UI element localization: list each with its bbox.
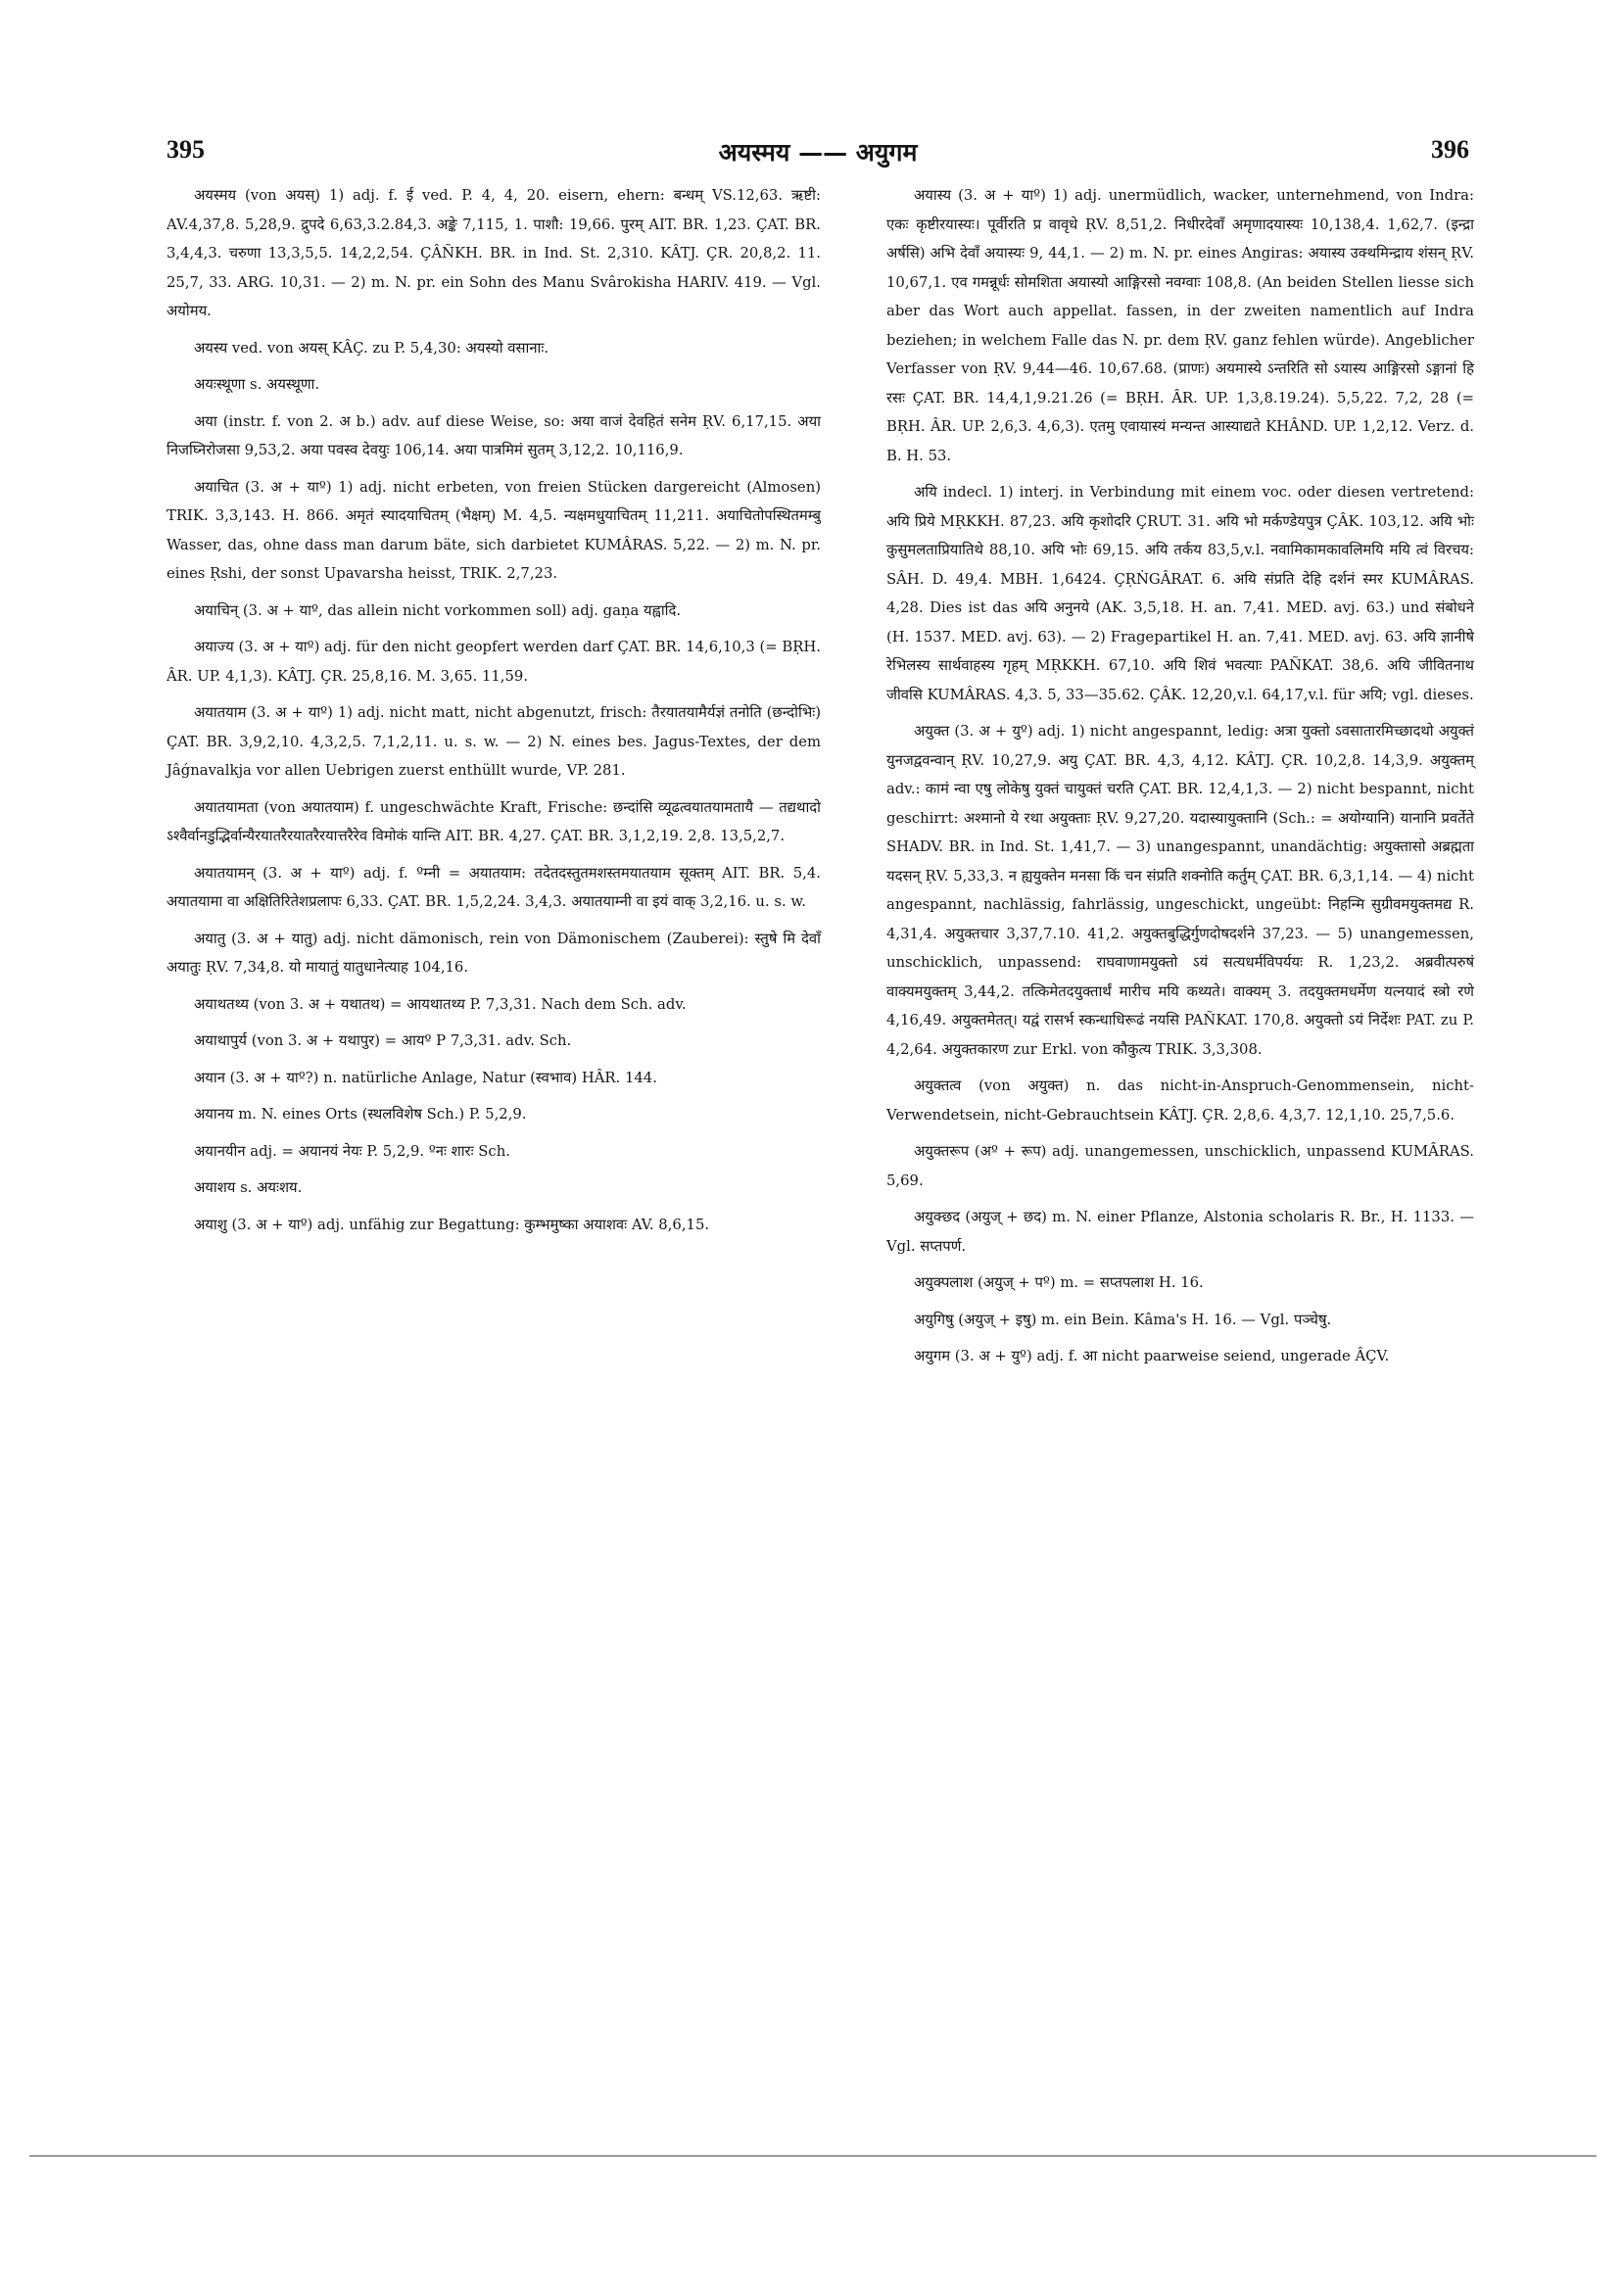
dictionary-entry: अयानय m. N. eines Orts (स्थलविशेष Sch.) P. 5,2,9. <box>194 1106 527 1123</box>
dictionary-entry: अयाज्य (3. अ + याº) adj. für den nicht geopfert werden darf ÇAT. BR. 14,6,10,3 (= BṚH. ÂR. UP. 4,1,3). KÂTJ. ÇR. 25,8,16. M. 3,65. 11,59. <box>167 639 821 685</box>
page-header <box>167 135 1469 174</box>
dictionary-entry: अयुक्छद (अयुज् + छद) m. N. einer Pflanze, Alstonia scholaris R. Br., H. 1133. — Vgl. सप्तपर्ण. <box>886 1209 1474 1255</box>
dictionary-entry: अयःस्थूणा s. अयस्थूणा. <box>194 376 320 393</box>
dictionary-entry: अयाशय s. अयःशय. <box>194 1179 303 1196</box>
page-number-left: 395 <box>167 135 205 164</box>
dictionary-entry: अयि indecl. 1) interj. in Verbindung mit einem voc. oder diesen vertretend: अयि प्रिये MṚKKH. 87,23. अयि कृशोदरि ÇRUT. 31. अयि भो मर्कण्डेयपुत्र ÇÂK. 103,12. अयि भोः कुसुमलताप्रियातिथे 88,10. अयि भोः 69,15. अयि तर्कय 83,5,v.l. नवामिकामकावलिमयि मयि त्वं विरचय: SÂH. D. 49,4. MBH. 1,6424. ÇṚṄGÂRAT. 6. अयि संप्रति देहि दर्शनं स्मर KUMÂRAS. 4,28. Dies ist das अयि अनुनये (AK. 3,5,18. H. an. 7,41. MED. avj. 63.) und संबोधने (H. 1537. MED. avj. 63). — 2) Fragepartikel H. an. 7,41. MED. avj. 63. अयि ज्ञानीषे रेभिलस्य सार्थवाहस्य गृहम् MṚKKH. 67,10. अयि शिवं भवत्याः PAÑKAT. 38,6. अयि जीवितनाथ जीवसि KUMÂRAS. 4,3. 5, 33—35.62. ÇÂK. 12,20,v.l. 64,17,v.l. für अयि; vgl. dieses. <box>886 484 1474 703</box>
dictionary-entry: अयाचित (3. अ + याº) 1) adj. nicht erbeten, von freien Stücken dargereicht (Almosen) TRIK. 3,3,143. H. 866. अमृतं स्यादयाचितम् (भैक्षम्) M. 4,5. न्यक्षमधुयाचितम् 11,211. अयाचितोपस्थितमम्बु Wasser, das, ohne dass man darum bäte, sich darbietet KUMÂRAS. 5,22. — 2) m. N. pr. eines Ṛshi, der sonst Upavarsha heisst, TRIK. 2,7,23. <box>167 478 821 582</box>
dictionary-entry: अयास्य (3. अ + याº) 1) adj. unermüdlich, wacker, unternehmend, von Indra: एकः कृष्टीरयास्यः। पूर्वीरति प्र वावृधे ṚV. 8,51,2. निधीरदेवाँ अमृणादयास्यः 10,138,4. 1,62,7. (इन्द्रा अर्षसि) अभि देवाँ अयास्यः 9, 44,1. — 2) m. N. pr. eines Angiras: अयास्य उक्थमिन्द्राय शंसन् ṚV. 10,67,1. एव गमन्नूर्धः सोमशिता अयास्यो आङ्गिरसो नवग्वाः 108,8. (An beiden Stellen liesse sich aber das Wort auch appellat. fassen, in der zweiten namentlich auf Indra beziehen; in welchem Falle das N. pr. dem ṚV. ganz fehlen würde). Angeblicher Verfasser von ṚV. 9,44—46. 10,67.68. (प्राणः) अयमास्ये ऽन्तरिति सो ऽयास्य आङ्गिरसो ऽङ्गानां हि रसः ÇAT. BR. 14,4,1,9.21.26 (= BṚH. ÂR. UP. 1,3,8.19.24). 5,5,22. 7,2, 28 (= BṚH. ÂR. UP. 2,6,3. 4,6,3). एतमु एवायास्यं मन्यन्त आस्याद्यते KHÂND. UP. 1,2,12. Verz. d. B. H. 53. <box>886 187 1474 464</box>
dictionary-entry: अयानयीन adj. = अयानयं नेयः P. 5,2,9. ºनः शारः Sch. <box>194 1142 510 1160</box>
page-number-right: 396 <box>1431 135 1469 164</box>
dictionary-entry: अयुक्तत्व (von अयुक्त) n. das nicht-in-Anspruch-Genommensein, nicht-Verwendetsein, nicht-Gebrauchtsein KÂTJ. ÇR. 2,8,6. 4,3,7. 12,1,10. 25,7,5.6. <box>886 1077 1474 1124</box>
dictionary-entry: अयुगिषु (अयुज् + इषु) m. ein Bein. Kâma's H. 16. — Vgl. पञ्चेषु. <box>914 1311 1332 1328</box>
dictionary-entry: अयाचिन् (3. अ + याº, das allein nicht vorkommen soll) adj. gaṇa यह्वादि. <box>194 601 682 619</box>
dictionary-entry: अयुक्तरूप (अº + रूप) adj. unangemessen, unschicklich, unpassend KUMÂRAS. 5,69. <box>886 1143 1474 1189</box>
left-column <box>167 181 821 1247</box>
dictionary-entry: अयातयामता (von अयातयाम) f. ungeschwächte Kraft, Frische: छन्दांसि व्यूढत्वयातयामतायै — तद्यथादो ऽश्वैर्वानडुद्भिर्वान्यैरयातरैरयातरैरयात्तरैरेव विमोकं यान्ति AIT. BR. 4,27. ÇAT. BR. 3,1,2,19. 2,8. 13,5,2,7. <box>167 798 821 844</box>
right-column <box>886 181 1474 1379</box>
dictionary-entry: अयान (3. अ + याº?) n. natürliche Anlage, Natur (स्वभाव) HÂR. 144. <box>194 1069 657 1086</box>
dictionary-entry: अयस्य ved. von अयस् KÂÇ. zu P. 5,4,30: अयस्यो वसानाः. <box>194 339 549 357</box>
dictionary-entry: अयातयाम (3. अ + याº) 1) adj. nicht matt, nicht abgenutzt, frisch: तैरयातयामैर्यज्ञं तनोति (छन्दोभिः) ÇAT. BR. 3,9,2,10. 4,3,2,5. 7,1,2,11. u. s. w. — 2) N. eines bes. Jagus-Textes, der dem Jâǵnavalkja vor allen Uebrigen zuerst enthüllt wurde, VP. 281. <box>167 704 821 779</box>
footer-rule <box>29 2155 1597 2157</box>
dictionary-entry: अयुक्त (3. अ + युº) adj. 1) nicht angespannt, ledig: अत्रा युक्तो ऽवसातारमिच्छादथो अयुक्तं युनजद्ववन्वान् ṚV. 10,27,9. अयु ÇAT. BR. 4,3, 4,12. KÂTJ. ÇR. 10,2,8. 14,3,9. अयुक्तम् adv.: कामं न्वा एषु लोकेषु युक्तं चायुक्तं चरति ÇAT. BR. 12,4,1,3. — 2) nicht bespannt, nicht geschirrt: अश्मानो ये रथा अयुक्ताः ṚV. 9,27,20. यदास्यायुक्तानि (Sch.: = अयोग्यानि) यानानि प्रवर्तेते SHADV. BR. in Ind. St. 1,41,7. — 3) unangespannt, unandächtig: अयुक्तासो अब्रह्मता यदसन् ṚV. 5,33,3. न ह्ययुक्तेन मनसा किं चन संप्रति शक्नोति कर्तुम् ÇAT. BR. 6,3,1,14. — 4) nicht angespannt, nachlässig, fahrlässig, ungeschickt, ungeübt: निहन्मि सुग्रीवमयुक्तमद्य R. 4,31,4. अयुक्तचार 3,37,7.10. 41,2. अयुक्तबुद्धिर्गुणदोषदर्शने 37,23. — 5) unangemessen, unschicklich, unpassend: राघवाणामयुक्तो ऽयं सत्यधर्मविपर्ययः R. 1,23,2. अब्रवीत्परुषं वाक्यमयुक्तम् 3,44,2. तत्किमेतदयुक्तार्थं मारीच मयि कथ्यते। वाक्यम् 3. तदयुक्तमधर्मेण यत्नयादं स्त्रो रणे 4,16,49. अयुक्तमेतत्। यद्वं रासर्भ स्कन्धाधिरूढं नयसि PAÑKAT. 170,8. अयुक्तो ऽयं निर्देशः PAT. zu P. 4,2,64. अयुक्तकारण zur Erkl. von कौकुत्य TRIK. 3,3,308. <box>886 723 1474 1058</box>
dictionary-entry: अयाथतथ्य (von 3. अ + यथातथ) = आयथातथ्य P. 7,3,31. Nach dem Sch. adv. <box>194 995 687 1013</box>
dictionary-entry: अयातयामन् (3. अ + याº) adj. f. ºम्नी = अयातयाम: तदेतदस्तुतमशस्तमयातयाम सूक्तम् AIT. BR. 5,4. अयातयामा वा अक्षितिरितेशप्रलापः 6,33. ÇAT. BR. 1,5,2,24. 3,4,3. अयातयाम्नी वा इयं वाक् 3,2,16. u. s. w. <box>167 864 821 910</box>
dictionary-entry: अया (instr. f. von 2. अ b.) adv. auf diese Weise, so: अया वाजं देवहितं सनेम ṚV. 6,17,15. अया निजघ्निरोजसा 9,53,2. अया पवस्व देवयुः 106,14. अया पात्रमिमं सुतम् 3,12,2. 10,116,9. <box>167 412 821 458</box>
dictionary-entry: अयस्मय (von अयस्) 1) adj. f. ई ved. P. 4, 4, 20. eisern, ehern: बन्धम् VS.12,63. ऋष्टी: AV.4,37,8. 5,28,9. द्रुपदे 6,63,3.2.84,3. अङ्के 7,115, 1. पाशौ: 19,66. पुरम् AIT. BR. 1,23. ÇAT. BR. 3,4,4,3. चरुणा 13,3,5,5. 14,2,2,54. ÇÂÑKH. BR. in Ind. St. 2,310. KÂTJ. ÇR. 20,8,2. 11. 25,7, 33. ARG. 10,31. — 2) m. N. pr. ein Sohn des Manu Svârokisha HARIV. 419. — Vgl. अयोमय. <box>167 187 821 319</box>
dictionary-entry: अयाशु (3. अ + याº) adj. unfähig zur Begattung: कुम्भमुष्का अयाशवः AV. 8,6,15. <box>194 1216 710 1233</box>
dictionary-entry: अयुगम (3. अ + युº) adj. f. आ nicht paarweise seiend, ungerade ÂÇV. <box>914 1348 1390 1364</box>
dictionary-entry: अयुक्पलाश (अयुज् + पº) m. = सप्तपलाश H. 16. <box>914 1274 1204 1291</box>
dictionary-entry: अयातु (3. अ + यातु) adj. nicht dämonisch, rein von Dämonischem (Zauberei): स्तुषे मि देवाँ अयातुः ṚV. 7,34,8. यो मायातुं यातुधानेत्याह 104,16. <box>167 930 821 976</box>
dictionary-entry: अयाथापुर्य (von 3. अ + यथापुर) = आयº P 7,3,31. adv. Sch. <box>194 1032 572 1049</box>
running-head: अयस्मय —— अयुगम <box>718 138 918 167</box>
